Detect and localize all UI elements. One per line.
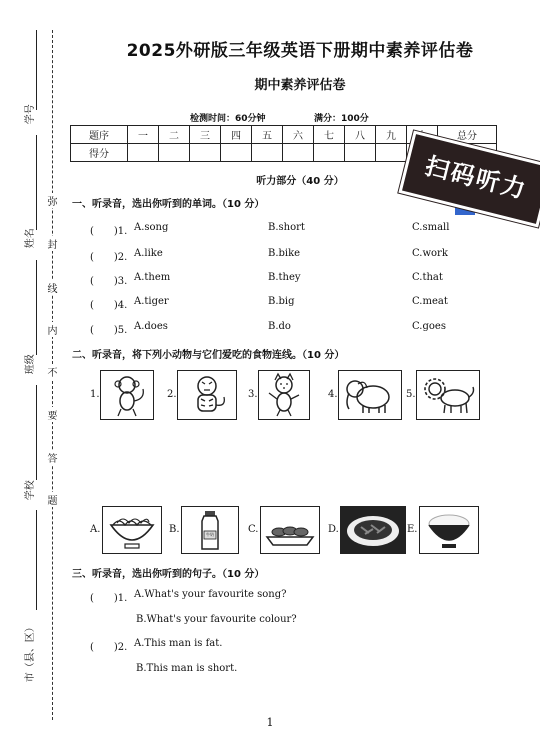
animal-picture-box[interactable] bbox=[258, 370, 310, 420]
scan-listening-stamp[interactable]: 扫码听力 bbox=[398, 131, 540, 228]
class-line bbox=[36, 260, 37, 355]
table-cell: 二 bbox=[159, 126, 190, 144]
name-label: 姓名 bbox=[24, 228, 36, 249]
meat-icon bbox=[341, 507, 405, 553]
score-entry-cell[interactable] bbox=[159, 144, 190, 162]
animal-number: 5. bbox=[406, 389, 416, 400]
option-a: A.This man is fat. bbox=[134, 638, 223, 649]
answer-paren[interactable]: ( )1. bbox=[90, 226, 128, 237]
section2-heading: 二、听录音，将下列小动物与它们爱吃的食物连线。（10 分） bbox=[72, 350, 345, 361]
seal-char: 内 bbox=[47, 322, 58, 337]
score-entry-cell[interactable] bbox=[221, 144, 252, 162]
animal-number: 3. bbox=[248, 389, 258, 400]
option-a: A.like bbox=[134, 248, 163, 259]
listening-part-title: 听力部分（40 分） bbox=[256, 176, 344, 187]
option-a: A.What's your favourite song? bbox=[134, 589, 287, 600]
table-cell: 六 bbox=[283, 126, 314, 144]
food-picture-box[interactable] bbox=[181, 506, 239, 554]
answer-paren[interactable]: ( )3. bbox=[90, 276, 128, 287]
exam-time: 检测时间：60分钟 bbox=[190, 114, 266, 124]
score-entry-cell[interactable] bbox=[190, 144, 221, 162]
milk-icon bbox=[182, 507, 238, 553]
page-title: 2025外研版三年级英语下册期中素养评估卷 bbox=[126, 41, 474, 61]
fish-icon bbox=[261, 507, 319, 553]
option-a: A.tiger bbox=[134, 296, 169, 307]
score-entry-cell[interactable] bbox=[252, 144, 283, 162]
option-a: A.does bbox=[134, 321, 168, 332]
name-line bbox=[36, 135, 37, 230]
binding-sidebar bbox=[0, 0, 60, 743]
food-letter: A. bbox=[90, 524, 101, 535]
seal-char: 要 bbox=[47, 407, 58, 422]
lion-icon bbox=[417, 371, 479, 419]
answer-paren[interactable]: ( )2. bbox=[90, 252, 128, 263]
page-subtitle: 期中素养评估卷 bbox=[254, 78, 346, 93]
cat-icon bbox=[259, 371, 309, 419]
seal-char: 答 bbox=[47, 450, 58, 465]
section1-heading: 一、听录音，选出你听到的单词。（10 分） bbox=[72, 199, 265, 210]
animal-picture-box[interactable] bbox=[338, 370, 402, 420]
food-picture-box[interactable] bbox=[419, 506, 479, 554]
option-b: B.big bbox=[268, 296, 295, 307]
city-line bbox=[36, 510, 37, 610]
animal-picture-box[interactable] bbox=[416, 370, 480, 420]
score-entry-cell[interactable] bbox=[345, 144, 376, 162]
table-cell: 九 bbox=[376, 126, 407, 144]
seal-char: 线 bbox=[47, 280, 58, 295]
score-entry-cell[interactable] bbox=[376, 144, 407, 162]
food-picture-box[interactable] bbox=[102, 506, 162, 554]
food-letter: B. bbox=[169, 524, 180, 535]
table-cell: 八 bbox=[345, 126, 376, 144]
animal-number: 1. bbox=[90, 389, 100, 400]
answer-paren[interactable]: ( )5. bbox=[90, 325, 128, 336]
city-label: 市（县、区） bbox=[24, 622, 36, 683]
table-cell: 四 bbox=[221, 126, 252, 144]
food-letter: D. bbox=[328, 524, 339, 535]
option-b: B.bike bbox=[268, 248, 301, 259]
option-b: B.This man is short. bbox=[136, 663, 238, 674]
school-line bbox=[36, 385, 37, 480]
option-b: B.What's your favourite colour? bbox=[136, 614, 297, 625]
class-label: 班级 bbox=[24, 354, 36, 375]
monkey-icon bbox=[101, 371, 153, 419]
option-c: C.meat bbox=[412, 296, 448, 307]
student-id-line bbox=[36, 30, 37, 110]
option-b: B.do bbox=[268, 321, 291, 332]
rice-icon bbox=[420, 507, 478, 553]
seal-char: 弥 bbox=[47, 193, 58, 208]
table-cell: 一 bbox=[128, 126, 159, 144]
section3-heading: 三、听录音，选出你听到的句子。（10 分） bbox=[72, 569, 265, 580]
food-picture-box[interactable] bbox=[260, 506, 320, 554]
answer-paren[interactable]: ( )2. bbox=[90, 642, 128, 653]
food-letter: E. bbox=[407, 524, 418, 535]
milk-label: 牛奶 bbox=[206, 532, 214, 537]
animal-picture-box[interactable] bbox=[100, 370, 154, 420]
seal-char: 题 bbox=[47, 492, 58, 507]
table-cell: 七 bbox=[314, 126, 345, 144]
tiger-icon bbox=[178, 371, 236, 419]
option-b: B.short bbox=[268, 222, 305, 233]
seal-char: 不 bbox=[47, 364, 58, 379]
elephant-icon bbox=[339, 371, 401, 419]
score-entry-cell[interactable] bbox=[128, 144, 159, 162]
animal-number: 2. bbox=[167, 389, 177, 400]
option-c: C.small bbox=[412, 222, 450, 233]
animal-picture-box[interactable] bbox=[177, 370, 237, 420]
table-cell: 题序 bbox=[71, 126, 128, 144]
option-c: C.goes bbox=[412, 321, 446, 332]
table-cell: 三 bbox=[190, 126, 221, 144]
option-c: C.that bbox=[412, 272, 443, 283]
table-cell: 得分 bbox=[71, 144, 128, 162]
animal-number: 4. bbox=[328, 389, 338, 400]
student-id-label: 学号 bbox=[24, 104, 36, 125]
option-c: C.work bbox=[412, 248, 448, 259]
score-entry-cell[interactable] bbox=[283, 144, 314, 162]
answer-paren[interactable]: ( )1. bbox=[90, 593, 128, 604]
school-label: 学校 bbox=[24, 480, 36, 501]
score-entry-cell[interactable] bbox=[314, 144, 345, 162]
food-picture-box[interactable] bbox=[340, 506, 406, 554]
option-a: A.them bbox=[134, 272, 171, 283]
option-a: A.song bbox=[134, 222, 169, 233]
option-b: B.they bbox=[268, 272, 301, 283]
table-cell: 五 bbox=[252, 126, 283, 144]
food-letter: C. bbox=[248, 524, 259, 535]
seal-char: 封 bbox=[47, 236, 58, 251]
answer-paren[interactable]: ( )4. bbox=[90, 300, 128, 311]
exam-full-score: 满分：100分 bbox=[314, 114, 369, 124]
page-number: 1 bbox=[266, 716, 274, 729]
noodles-icon bbox=[103, 507, 161, 553]
table-cell: 总分 bbox=[438, 126, 497, 144]
